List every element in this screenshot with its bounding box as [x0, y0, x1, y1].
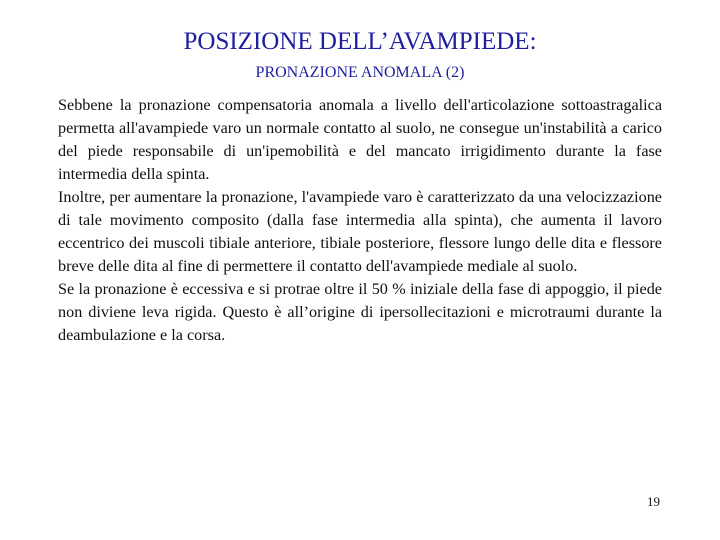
slide-subtitle: PRONAZIONE ANOMALA (2) [255, 64, 465, 81]
paragraph-1: Sebbene la pronazione compensatoria anomala a livello dell'articolazione sottoastragalica permetta all'avampiede varo un normale contatto al suolo, ne consegue un'instabilità a carico del piede responsabile di un'ipemobilità e del mancato irrigidimento durante la fase intermedia della spinta. [58, 96, 662, 183]
paragraph-2: Inoltre, per aumentare la pronazione, l'avampiede varo è caratterizzato da una velocizzazione di tale movimento composito (dalla fase intermedia alla spinta), che aumenta il lavoro eccentrico dei muscoli tibiale anteriore, tibiale posteriore, flessore lungo delle dita e flessore breve delle dita al fine di permettere il contatto dell'avampiede mediale al suolo. [58, 188, 662, 275]
body-text [58, 94, 662, 347]
slide-title: POSIZIONE DELL’AVAMPIEDE: [183, 28, 537, 55]
page-number: 19 [647, 494, 660, 509]
paragraph-3: Se la pronazione è eccessiva e si protrae oltre il 50 % iniziale della fase di appoggio, il piede non diviene leva rigida. Questo è all’origine di ipersollecitazioni e microtraumi durante la deambulazione e la corsa. [58, 280, 662, 344]
